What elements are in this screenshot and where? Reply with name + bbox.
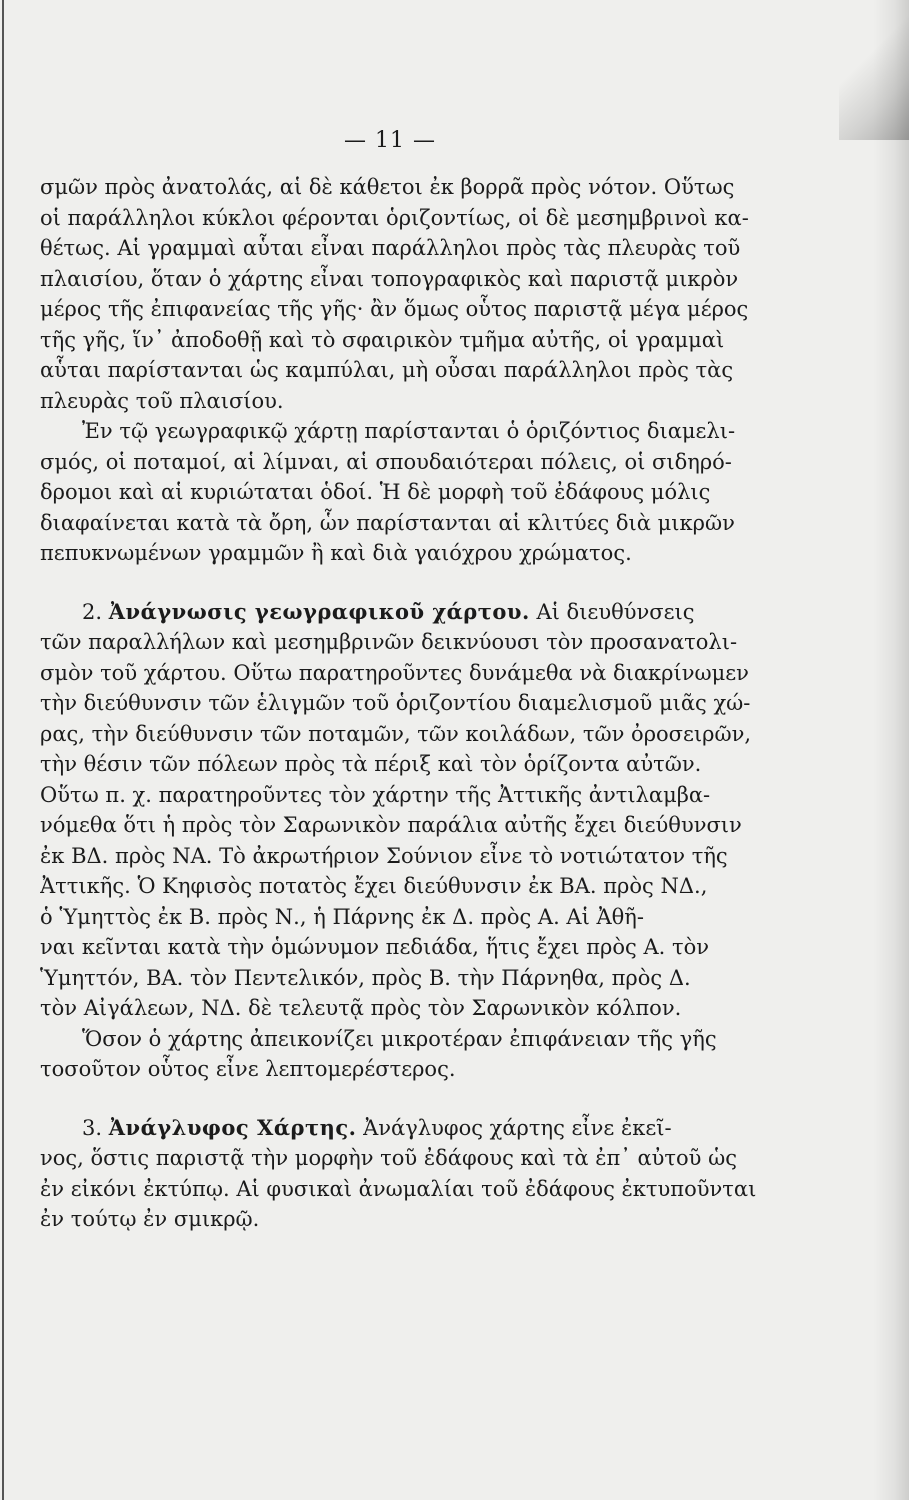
- section-heading-line: [40, 597, 760, 628]
- page-edge-shadow: [873, 0, 909, 1500]
- section-gap: [40, 569, 760, 597]
- text-line: μέρος τῆς ἐπιφανείας τῆς γῆς· ἂν ὅμως οὗτος παριστᾷ μέγα μέρος: [40, 297, 749, 321]
- text-line: διαφαίνεται κατὰ τὰ ὄρη, ὧν παρίστανται αἱ κλιτύες διὰ μικρῶν: [40, 510, 735, 535]
- section-title: Ἀνάγνωσις γεωγραφικοῦ χάρτου.: [108, 598, 530, 624]
- text-line: Οὕτω π. χ. παρατηροῦντες τὸν χάρτην τῆς Ἀττικῆς ἀντιλαμβα-: [40, 782, 711, 807]
- text-line: Ἐν τῷ γεωγραφικῷ χάρτῃ παρίστανται ὁ ὁριζόντιος διαμελι-: [82, 419, 736, 443]
- text-line: ἐκ ΒΔ. πρὸς ΝΑ. Τὸ ἀκρωτήριον Σούνιον εἶνε τὸ νοτιώτατον τῆς: [40, 843, 728, 868]
- text-line: ναι κεῖνται κατὰ τὴν ὁμώνυμον πεδιάδα, ἥτις ἔχει πρὸς Α. τὸν: [40, 935, 710, 959]
- page-number: — 11 —: [344, 128, 436, 153]
- text-line: Ἀττικῆς. Ὁ Κηφισὸς ποτατὸς ἔχει διεύθυνσιν ἐκ ΒΑ. πρὸς ΝΔ.,: [40, 874, 708, 898]
- text-line: σμός, οἱ ποταμοί, αἱ λίμναι, αἱ σπουδαιότεραι πόλεις, οἱ σιδηρό-: [40, 449, 732, 474]
- section-title: Ἀνάγλυφος Χάρτης.: [108, 1114, 357, 1140]
- page-border-line: [2, 0, 4, 1500]
- text-line: ἐν τούτῳ ἐν σμικρῷ.: [40, 1207, 260, 1231]
- text-line: πλευρὰς τοῦ πλαισίου.: [40, 388, 284, 413]
- section-heading-line: [40, 1113, 760, 1144]
- section-number: 3.: [82, 1115, 103, 1140]
- text-line: τὸν Αἰγάλεων, ΝΔ. δὲ τελευτᾷ πρὸς τὸν Σαρωνικὸν κόλπον.: [40, 996, 682, 1020]
- text-line: τὴν θέσιν τῶν πόλεων πρὸς τὰ πέριξ καὶ τὸν ὁρίζοντα αὐτῶν.: [40, 752, 702, 776]
- section-number: 2.: [82, 599, 103, 624]
- text-line: οἱ παράλληλοι κύκλοι φέρονται ὁριζοντίως, οἱ δὲ μεσημβρινοὶ κα-: [40, 205, 749, 230]
- text-line: δρομοι καὶ αἱ κυριώταται ὁδοί. Ἡ δὲ μορφὴ τοῦ ἐδάφους μόλις: [40, 480, 711, 504]
- section-first-line-text: Αἱ διευθύνσεις: [536, 599, 695, 624]
- page-corner-curl: [839, 0, 909, 140]
- text-line: σμῶν πρὸς ἀνατολάς, αἱ δὲ κάθετοι ἐκ βορρᾶ πρὸς νότον. Οὕτως: [40, 175, 735, 199]
- section-2: [40, 597, 760, 1085]
- text-line: αὗται παρίστανται ὡς καμπύλαι, μὴ οὖσαι παράλληλοι πρὸς τὰς: [40, 358, 734, 382]
- text-line: ὁ Ὑμηττὸς ἐκ Β. πρὸς Ν., ἡ Πάρνης ἐκ Δ. πρὸς Α. Αἱ Ἀθῆ-: [40, 904, 644, 929]
- section-first-line-text: Ἀνάγλυφος χάρτης εἶνε ἐκεῖ-: [363, 1115, 672, 1140]
- text-line: νος, ὅστις παριστᾷ τὴν μορφὴν τοῦ ἐδάφους καὶ τὰ ἐπ᾽ αὐτοῦ ὡς: [40, 1146, 737, 1170]
- text-line: τῶν παραλλήλων καὶ μεσημβρινῶν δεικνύουσι τὸν προσανατολι-: [40, 630, 738, 654]
- section-gap: [40, 1085, 760, 1113]
- text-line: πεπυκνωμένων γραμμῶν ἢ καὶ διὰ γαιόχρου χρώματος.: [40, 541, 632, 565]
- body-text: [40, 172, 760, 1235]
- section-3: [40, 1113, 760, 1235]
- paragraph-1: [40, 172, 760, 416]
- text-line: τῆς γῆς, ἵν᾽ ἀποδοθῇ καὶ τὸ σφαιρικὸν τμῆμα αὐτῆς, οἱ γραμμαὶ: [40, 327, 725, 352]
- text-line: ρας, τὴν διεύθυνσιν τῶν ποταμῶν, τῶν κοιλάδων, τῶν ὀροσειρῶν,: [40, 721, 752, 746]
- text-line: θέτως. Αἱ γραμμαὶ αὗται εἶναι παράλληλοι πρὸς τὰς πλευρὰς τοῦ: [40, 236, 741, 260]
- text-line: νόμεθα ὅτι ἡ πρὸς τὸν Σαρωνικὸν παράλια αὐτῆς ἔχει διεύθυνσιν: [40, 813, 742, 837]
- text-line: τοσοῦτον οὗτος εἶνε λεπτομερέστερος.: [40, 1057, 456, 1081]
- text-line: πλαισίου, ὅταν ὁ χάρτης εἶναι τοπογραφικὸς καὶ παριστᾷ μικρὸν: [40, 266, 739, 291]
- text-line: τὴν διεύθυνσιν τῶν ἑλιγμῶν τοῦ ὁριζοντίου διαμελισμοῦ μιᾶς χώ-: [40, 691, 751, 715]
- paragraph-2: [40, 416, 760, 569]
- text-line: σμὸν τοῦ χάρτου. Οὕτω παρατηροῦντες δυνάμεθα νὰ διακρίνωμεν: [40, 660, 749, 685]
- text-line: Ὑμηττόν, ΒΑ. τὸν Πεντελικόν, πρὸς Β. τὴν Πάρνηθα, πρὸς Δ.: [40, 965, 691, 990]
- text-line: ἐν εἰκόνι ἐκτύπῳ. Αἱ φυσικαὶ ἀνωμαλίαι τοῦ ἐδάφους ἐκτυποῦνται: [40, 1176, 757, 1201]
- text-line: Ὅσον ὁ χάρτης ἀπεικονίζει μικροτέραν ἐπιφάνειαν τῆς γῆς: [82, 1026, 717, 1051]
